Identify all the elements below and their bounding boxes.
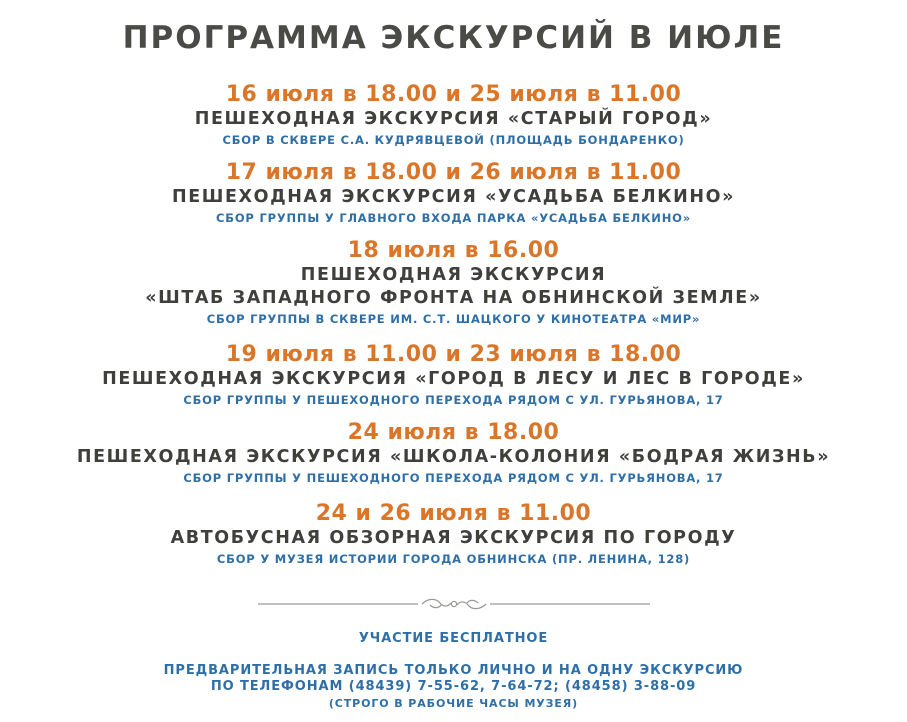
excursion-meeting-point: СБОР ГРУППЫ У ПЕШЕХОДНОГО ПЕРЕХОДА РЯДОМ С УЛ. ГУРЬЯНОВА, 17 bbox=[183, 471, 724, 485]
excursion-item bbox=[0, 420, 907, 487]
ornament-divider bbox=[258, 596, 650, 612]
free-participation-text: УЧАСТИЕ БЕСПЛАТНОЕ bbox=[358, 631, 549, 646]
excursion-name: ПЕШЕХОДНАЯ ЭКСКУРСИЯ bbox=[300, 265, 607, 285]
excursion-name: ПЕШЕХОДНАЯ ЭКСКУРСИЯ «УСАДЬБА БЕЛКИНО» bbox=[171, 187, 736, 207]
excursion-date: 19 июля в 11.00 и 23 июля в 18.00 bbox=[225, 342, 682, 367]
registration-text: ПРЕДВАРИТЕЛЬНАЯ ЗАПИСЬ ТОЛЬКО ЛИЧНО И НА ОДНУ ЭКСКУРСИЮ bbox=[163, 663, 744, 678]
excursion-date: 17 июля в 18.00 и 26 июля в 11.00 bbox=[225, 160, 682, 185]
excursion-item bbox=[0, 238, 907, 328]
excursion-date: 16 июля в 18.00 и 25 июля в 11.00 bbox=[225, 82, 682, 107]
excursion-meeting-point: СБОР У МУЗЕЯ ИСТОРИИ ГОРОДА ОБНИНСКА (ПР. ЛЕНИНА, 128) bbox=[216, 552, 691, 566]
excursion-date: 18 июля в 16.00 bbox=[347, 238, 560, 263]
phone-numbers-text: ПО ТЕЛЕФОНАМ (48439) 7-55-62, 7-64-72; (48458) 3-88-09 bbox=[210, 679, 697, 694]
excursion-name: ПЕШЕХОДНАЯ ЭКСКУРСИЯ «ШКОЛА-КОЛОНИЯ «БОДРАЯ ЖИЗНЬ» bbox=[76, 447, 831, 467]
excursion-item bbox=[0, 82, 907, 149]
excursion-name: ПЕШЕХОДНАЯ ЭКСКУРСИЯ «ГОРОД В ЛЕСУ И ЛЕС В ГОРОДЕ» bbox=[102, 369, 805, 389]
excursion-item bbox=[0, 501, 907, 568]
excursion-meeting-point: СБОР В СКВЕРЕ С.А. КУДРЯВЦЕВОЙ (ПЛОЩАДЬ БОНДАРЕНКО) bbox=[222, 133, 685, 147]
excursion-name-line2: «ШТАБ ЗАПАДНОГО ФРОНТА НА ОБНИНСКОЙ ЗЕМЛЕ» bbox=[145, 288, 762, 308]
excursion-meeting-point: СБОР ГРУППЫ У ПЕШЕХОДНОГО ПЕРЕХОДА РЯДОМ С УЛ. ГУРЬЯНОВА, 17 bbox=[183, 393, 724, 407]
excursion-name: ПЕШЕХОДНАЯ ЭКСКУРСИЯ «СТАРЫЙ ГОРОД» bbox=[194, 109, 713, 129]
excursion-meeting-point: СБОР ГРУППЫ В СКВЕРЕ ИМ. С.Т. ШАЦКОГО У КИНОТЕАТРА «МИР» bbox=[206, 312, 701, 326]
excursion-meeting-point: СБОР ГРУППЫ У ГЛАВНОГО ВХОДА ПАРКА «УСАДЬБА БЕЛКИНО» bbox=[216, 211, 691, 225]
excursion-name: АВТОБУСНАЯ ОБЗОРНАЯ ЭКСКУРСИЯ ПО ГОРОДУ bbox=[170, 528, 737, 548]
excursion-item bbox=[0, 160, 907, 227]
ornament-icon bbox=[422, 599, 486, 608]
excursion-item bbox=[0, 342, 907, 409]
excursion-date: 24 июля в 18.00 bbox=[347, 420, 560, 445]
page-title: ПРОГРАММА ЭКСКУРСИЙ В ИЮЛЕ bbox=[122, 20, 785, 56]
working-hours-note: (СТРОГО В РАБОЧИЕ ЧАСЫ МУЗЕЯ) bbox=[328, 697, 579, 710]
excursion-date: 24 и 26 июля в 11.00 bbox=[315, 501, 592, 526]
